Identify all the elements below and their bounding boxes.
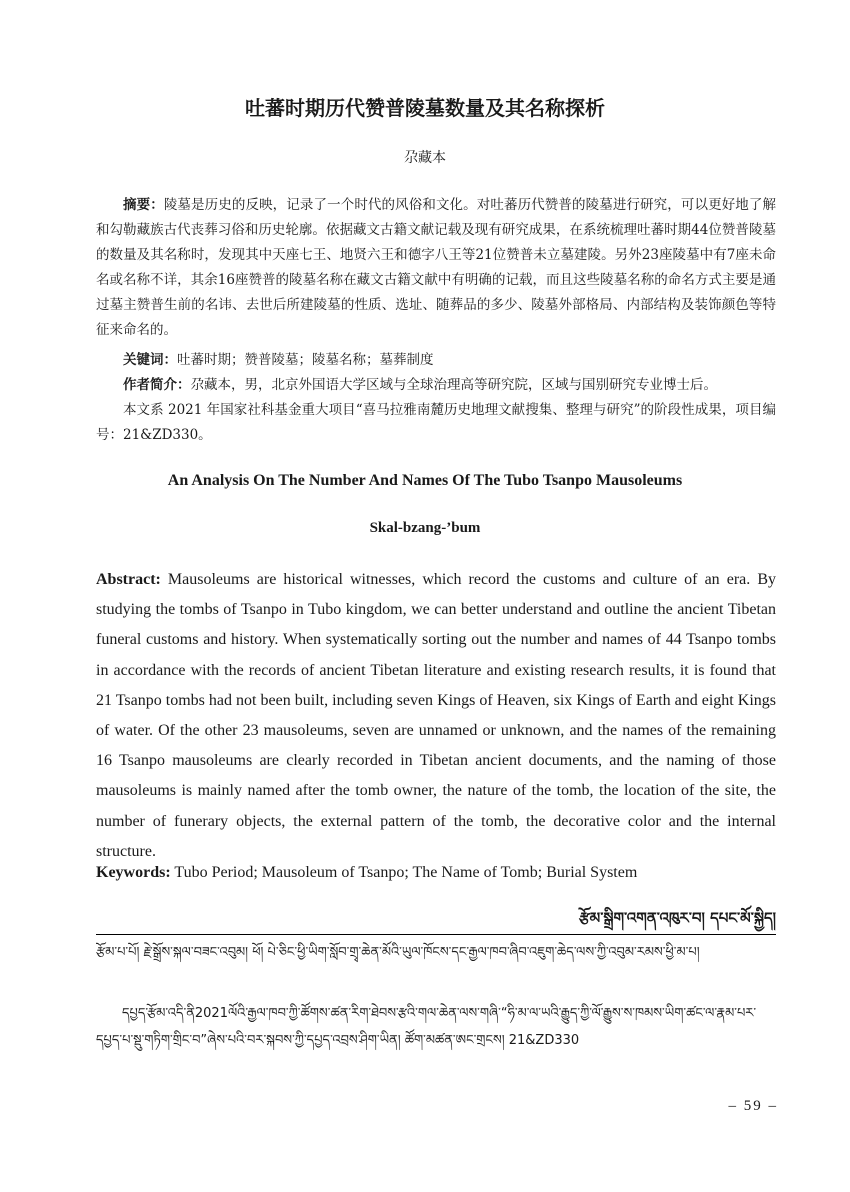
keywords-text-en: Tubo Period; Mausoleum of Tsanpo; The Name of Tomb; Burial System xyxy=(170,864,638,881)
abstract-en xyxy=(96,565,776,865)
funding-note-tibetan: དཔྱད་རྩོམ་འདི་ནི2021ལོའི་རྒྱལ་ཁབ་ཀྱི་ཚོགས་ཚན་རིག་ཐེབས་རྩའི་གལ་ཆེན་ལས་གཞི་“ཧི་མ་ལ་ཡའི་རྒྱུད་ཀྱི་ལོ་རྒྱུས་ས་ཁམས་ཡིག་ཚང་ལ་རྣམ་པར་དཔྱད་པ་སྡུ་གཏིག་གྲིང་བ”ཞེས་པའི་བར་སྐབས་ཀྱི་དཔྱད་འབྲས་ཤིག་ཡིན། ཚོག་མཚན་ཨང་གྲངས། 21&ZD330 xyxy=(96,1006,757,1048)
keywords-text-cn: 吐蕃时期；赞普陵墓；陵墓名称；墓葬制度 xyxy=(177,352,434,368)
keywords-label-cn: 关键词： xyxy=(123,352,177,368)
abstract-label-en: Abstract: xyxy=(96,571,161,588)
abstract-tibetan: རྩོམ་པ་པོ། རྗེ་སྒྲོས་སྐལ་བཟང་འབུམ། ཕོ། པེ་ཅིང་ཕྱི་ཡིག་སློབ་གྲྭ་ཆེན་མོའི་ཡུལ་ཁོངས་དང་རྒྱལ་ཁབ་ཞིབ་འཇུག་ཆེད་ལས་ཀྱི་འབུམ་རམས་ཕྱི་མ་པ། xyxy=(96,945,700,960)
section-divider xyxy=(96,934,776,935)
abstract-label-cn: 摘要： xyxy=(123,197,164,213)
author-bio-cn xyxy=(96,373,776,398)
paper-title-en: An Analysis On The Number And Names Of The Tubo Tsanpo Mausoleums xyxy=(167,472,683,489)
paper-title-cn: 吐蕃时期历代赞普陵墓数量及其名称探析 xyxy=(245,96,605,120)
page-number: – 59 – xyxy=(728,1098,778,1114)
abstract-text-cn: 陵墓是历史的反映，记录了一个时代的风俗和文化。对吐蕃历代赞普的陵墓进行研究，可以更好地了解和勾勒藏族古代丧葬习俗和历史轮廓。依据藏文古籍文献记载及现有研究成果，在系统梳理吐蕃时期44位赞普陵墓的数量及其名称时，发现其中天座七王、地贤六王和德字八王等21位赞普未立墓建陵。另外23座陵墓中有7座未命名或名称不详，其余16座赞普的陵墓名称在藏文古籍文献中有明确的记载，而且这些陵墓名称的命名方式主要是通过墓主赞普生前的名讳、去世后所建陵墓的性质、选址、随葬品的多少、陵墓外部格局、内部结构及装饰颜色等特征来命名的。 xyxy=(96,197,776,338)
keywords-en xyxy=(96,858,776,888)
abstract-text-en: Mausoleums are historical witnesses, which record the customs and culture of an era. By studying the tombs of Tsanpo in Tubo kingdom, we can better understand and outline the ancient Tibetan funeral customs and history. When systematically sorting out the number and names of 44 Tsanpo tombs in accordance with the records of ancient Tibetan literature and existing research results, it is found that 21 Tsanpo tombs had not been built, including seven Kings of Heaven, six Kings of Earth and eight Kings of water. Of the other 23 mausoleums, seven are unnamed or unknown, and the names of the remaining 16 Tsanpo mausoleums are clearly recorded in Tibetan ancient documents, and the naming of those mausoleums is mainly named after the tomb owner, the nature of the tomb, the location of the site, the number of funerary objects, the external pattern of the tomb, the decorative color and the internal structure. xyxy=(96,571,776,860)
author-cn: 尕藏本 xyxy=(404,150,446,166)
abstract-cn xyxy=(96,193,776,343)
bio-label-cn: 作者简介： xyxy=(123,377,191,393)
keywords-cn xyxy=(96,348,776,373)
bio-text-cn: 尕藏本，男，北京外国语大学区域与全球治理高等研究院，区域与国别研究专业博士后。 xyxy=(190,377,717,393)
section-title-tibetan: རྩོམ་སྒྲིག་འགན་འཁུར་བ། དཔང་མོ་སྐྱིད། xyxy=(579,909,776,927)
author-en: Skal-bzang-’bum xyxy=(369,520,481,536)
funding-note-cn: 本文系 2021 年国家社科基金重大项目“喜马拉雅南麓历史地理文献搜集、整理与研究”的阶段性成果，项目编号：21&ZD330。 xyxy=(96,402,776,443)
keywords-label-en: Keywords: xyxy=(96,864,171,881)
